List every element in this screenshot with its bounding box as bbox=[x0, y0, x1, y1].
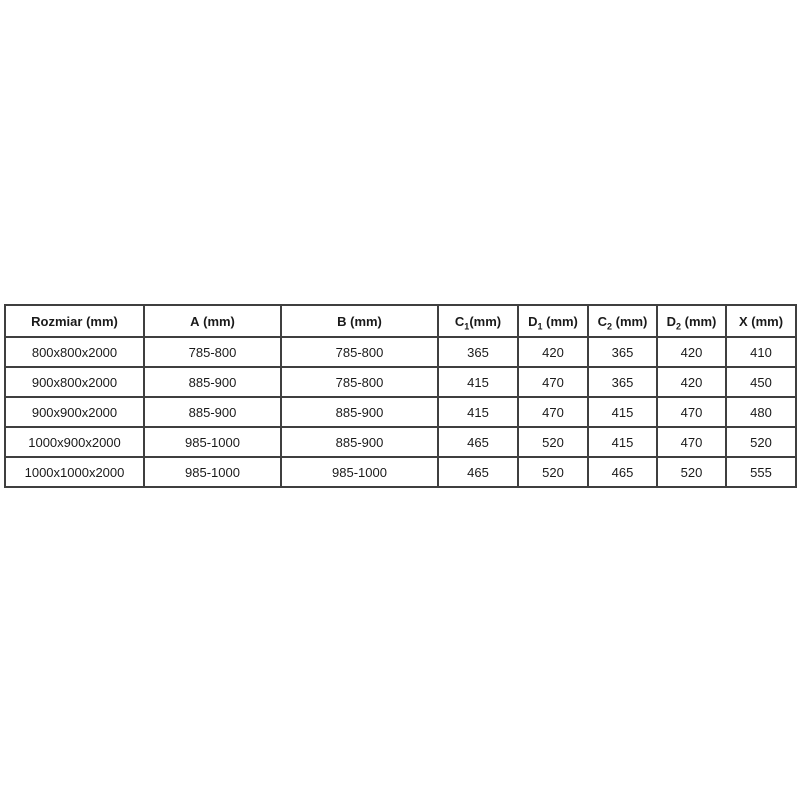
size-table-container bbox=[4, 304, 795, 488]
header-label: C bbox=[454, 313, 465, 329]
cell-rozmiar: 1000x900x2000 bbox=[5, 427, 144, 457]
header-subscript: 2 bbox=[675, 321, 681, 332]
cell-b: 885-900 bbox=[281, 397, 438, 427]
cell-b: 785-800 bbox=[281, 337, 438, 367]
cell-x: 555 bbox=[726, 457, 796, 487]
header-label: D bbox=[528, 313, 538, 329]
cell-c1: 465 bbox=[438, 427, 518, 457]
cell-d1: 520 bbox=[518, 457, 588, 487]
table-row bbox=[5, 367, 796, 397]
cell-d2: 420 bbox=[657, 337, 726, 367]
header-unit: (mm) bbox=[82, 313, 118, 329]
table-row bbox=[5, 397, 796, 427]
cell-a: 785-800 bbox=[144, 337, 281, 367]
cell-a: 985-1000 bbox=[144, 427, 281, 457]
column-header-b bbox=[281, 305, 438, 337]
header-label: X bbox=[738, 313, 748, 329]
header-label: A bbox=[190, 313, 200, 329]
cell-b: 885-900 bbox=[281, 427, 438, 457]
cell-d2: 470 bbox=[657, 427, 726, 457]
header-unit: (mm) bbox=[681, 313, 717, 329]
header-row bbox=[5, 305, 796, 337]
cell-d2: 520 bbox=[657, 457, 726, 487]
cell-a: 985-1000 bbox=[144, 457, 281, 487]
cell-d1: 470 bbox=[518, 397, 588, 427]
column-header-x bbox=[726, 305, 796, 337]
cell-x: 480 bbox=[726, 397, 796, 427]
cell-b: 985-1000 bbox=[281, 457, 438, 487]
cell-c1: 465 bbox=[438, 457, 518, 487]
column-header-d2 bbox=[657, 305, 726, 337]
cell-rozmiar: 900x900x2000 bbox=[5, 397, 144, 427]
cell-d1: 520 bbox=[518, 427, 588, 457]
cell-d1: 470 bbox=[518, 367, 588, 397]
cell-a: 885-900 bbox=[144, 367, 281, 397]
cell-c1: 415 bbox=[438, 397, 518, 427]
cell-c2: 415 bbox=[588, 397, 657, 427]
cell-rozmiar: 900x800x2000 bbox=[5, 367, 144, 397]
header-label: D bbox=[666, 313, 676, 329]
header-unit: (mm) bbox=[199, 313, 235, 329]
cell-c2: 365 bbox=[588, 367, 657, 397]
cell-c2: 365 bbox=[588, 337, 657, 367]
header-label: B bbox=[337, 313, 347, 329]
size-table bbox=[4, 304, 797, 488]
header-subscript: 1 bbox=[464, 321, 470, 332]
header-unit: (mm) bbox=[542, 313, 578, 329]
table-row bbox=[5, 427, 796, 457]
header-unit: (mm) bbox=[747, 313, 784, 329]
cell-x: 520 bbox=[726, 427, 796, 457]
header-unit: (mm) bbox=[346, 313, 382, 329]
table-row bbox=[5, 337, 796, 367]
header-label: C bbox=[597, 313, 607, 329]
column-header-d1 bbox=[518, 305, 588, 337]
column-header-rozmiar bbox=[5, 305, 144, 337]
header-subscript: 1 bbox=[537, 321, 543, 332]
header-subscript: 2 bbox=[606, 321, 612, 332]
column-header-c2 bbox=[588, 305, 657, 337]
cell-c1: 365 bbox=[438, 337, 518, 367]
cell-a: 885-900 bbox=[144, 397, 281, 427]
cell-c2: 415 bbox=[588, 427, 657, 457]
cell-c2: 465 bbox=[588, 457, 657, 487]
cell-c1: 415 bbox=[438, 367, 518, 397]
cell-x: 410 bbox=[726, 337, 796, 367]
cell-b: 785-800 bbox=[281, 367, 438, 397]
column-header-c1 bbox=[438, 305, 518, 337]
header-unit: (mm) bbox=[612, 313, 648, 329]
cell-d2: 470 bbox=[657, 397, 726, 427]
table-row bbox=[5, 457, 796, 487]
cell-d2: 420 bbox=[657, 367, 726, 397]
cell-rozmiar: 800x800x2000 bbox=[5, 337, 144, 367]
header-unit: (mm) bbox=[469, 313, 502, 329]
header-label: Rozmiar bbox=[31, 313, 83, 329]
column-header-a bbox=[144, 305, 281, 337]
cell-d1: 420 bbox=[518, 337, 588, 367]
cell-rozmiar: 1000x1000x2000 bbox=[5, 457, 144, 487]
cell-x: 450 bbox=[726, 367, 796, 397]
